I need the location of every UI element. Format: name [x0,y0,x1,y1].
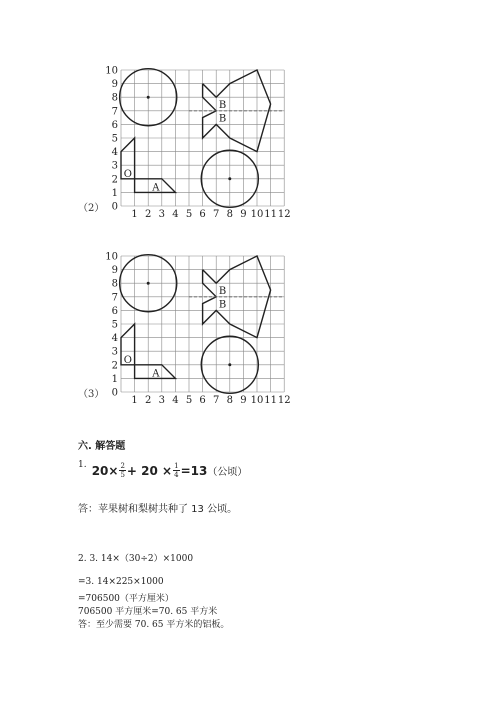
question-2-line-5: 答：至少需要 70. 65 平方米的铝板。 [78,620,230,630]
x-tick-label: 8 [226,395,233,406]
y-tick-label: 5 [111,319,118,331]
figure-label-3: （3） [78,389,105,400]
label-b-lower: B [218,299,227,311]
x-tick-label: 10 [250,395,264,406]
shape-a-parallelogram [135,179,176,193]
y-tick-label: 2 [111,360,118,372]
y-tick-label: 10 [105,251,118,263]
circle-upper-left [120,255,177,312]
question-2-line-1: 2. 3. 14×（30÷2）×1000 [78,554,194,564]
y-tick-label: 10 [105,65,118,77]
label-a: A [152,182,160,194]
shape-vertical-bar [121,138,135,179]
y-tick-label: 4 [111,333,118,345]
y-tick-label: 8 [111,278,118,290]
circle-center-dot [228,177,231,180]
question-1-answer: 答：苹果树和梨树共种了 13 公顷。 [78,504,238,515]
y-tick-label: 9 [111,79,118,91]
x-tick-label: 9 [240,395,247,406]
x-tick-label: 3 [158,395,165,406]
y-tick-label: 1 [111,373,118,385]
circle-lower-right [201,150,258,207]
shape-a-parallelogram [135,365,176,379]
circle-upper-left [120,69,177,126]
y-tick-label: 6 [111,119,118,131]
x-tick-label: 5 [185,395,193,406]
x-tick-label: 7 [213,209,220,220]
question-2-line-3: =706500（平方厘米） [78,594,174,604]
y-tick-label: 5 [111,133,118,145]
equation-part-1: 20× [91,464,119,478]
x-tick-label: 5 [185,209,193,220]
label-b-upper: B [218,286,227,298]
section-title: 六. 解答题 [78,441,126,452]
x-tick-label: 1 [131,395,138,406]
x-tick-label: 2 [145,395,152,406]
label-b-lower: B [218,113,227,125]
y-tick-label: 3 [111,160,118,172]
fraction-2: $\frac{1}{4}$ [174,462,179,479]
x-tick-label: 8 [226,209,233,220]
y-tick-label: 6 [111,305,118,317]
shape-b-polygon [203,70,271,152]
x-tick-label: 4 [172,209,179,220]
y-tick-label: 0 [111,387,118,399]
x-tick-label: 12 [277,209,291,220]
x-tick-label: 9 [240,209,247,220]
circle-center-dot [147,96,150,99]
x-tick-label: 6 [199,395,206,406]
y-tick-label: 0 [111,201,118,213]
x-tick-label: 3 [158,209,165,220]
equation-part-2: + 20 × [126,464,173,478]
x-tick-label: 6 [199,209,206,220]
x-tick-label: 10 [250,209,264,220]
shape-vertical-bar [121,324,135,365]
y-tick-label: 9 [111,265,118,277]
circle-center-dot [147,282,150,285]
circle-center-dot [228,363,231,366]
question-1 [78,460,247,479]
label-b-upper: B [218,100,227,112]
label-o: O [123,354,132,366]
y-tick-label: 3 [111,346,118,358]
x-tick-label: 7 [213,395,220,406]
question-1-number: 1. [78,460,87,470]
x-tick-label: 4 [172,395,179,406]
x-tick-label: 12 [277,395,291,406]
y-tick-label: 8 [111,92,118,104]
label-o: O [123,168,132,180]
circle-lower-right [201,336,258,393]
x-tick-label: 11 [264,209,277,220]
y-tick-label: 2 [111,174,118,186]
equation-unit: （公顷） [207,467,248,478]
figure-label-2: （2） [78,203,105,214]
y-tick-label: 1 [111,187,118,199]
shape-b-polygon [203,256,271,338]
fraction-1: $\frac{2}{5}$ [120,462,125,479]
x-tick-label: 11 [264,395,277,406]
equation-result: =13 [180,464,208,478]
y-tick-label: 7 [111,106,118,118]
label-a: A [152,368,160,380]
question-2-line-2: =3. 14×225×1000 [78,577,164,587]
y-tick-label: 4 [111,147,118,159]
x-tick-label: 1 [131,209,138,220]
x-tick-label: 2 [145,209,152,220]
y-tick-label: 7 [111,292,118,304]
question-2-line-4: 706500 平方厘米=70. 65 平方米 [78,607,218,617]
